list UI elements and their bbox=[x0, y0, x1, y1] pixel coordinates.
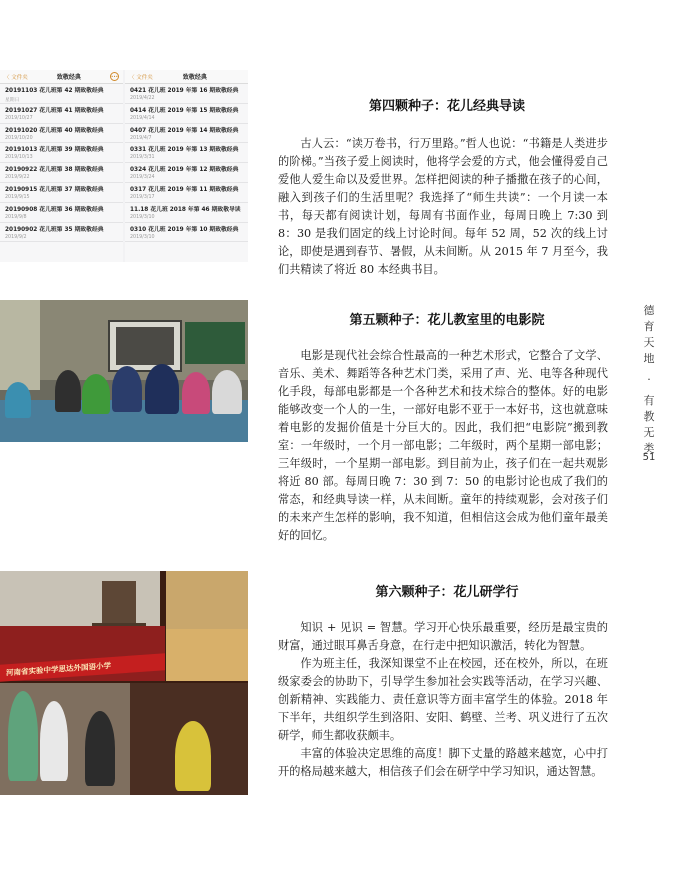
note-title: 20191103 花儿班第 42 期致敬经典 bbox=[5, 88, 104, 94]
note-date: 2019/3/17 bbox=[130, 194, 155, 200]
note-list-item[interactable] bbox=[0, 223, 123, 243]
student bbox=[82, 374, 110, 414]
page-number: 51 bbox=[642, 452, 656, 463]
note-title: 11.18 花儿班 2018 年第 46 期致敬导读 bbox=[130, 206, 241, 213]
student bbox=[8, 691, 38, 781]
trip-photo-right-lower bbox=[166, 629, 248, 681]
more-icon: ••• bbox=[110, 74, 119, 79]
note-title: 0421 花儿班 2019 年第 16 期致敬经典 bbox=[130, 88, 239, 94]
student bbox=[212, 370, 242, 414]
column-label-dot: · bbox=[647, 373, 651, 386]
note-list-item[interactable] bbox=[125, 163, 248, 183]
student bbox=[5, 382, 31, 418]
note-title: 20191020 花儿班第 40 期致敬经典 bbox=[5, 127, 104, 134]
note-date: 2019/3/10 bbox=[130, 234, 155, 240]
student bbox=[175, 721, 211, 791]
note-list-item[interactable] bbox=[125, 124, 248, 144]
section-heading-cinema: 第五颗种子：花儿教室里的电影院 bbox=[349, 313, 545, 328]
phone-screenshot-photo bbox=[0, 70, 248, 262]
note-date: 星期日 bbox=[5, 98, 20, 103]
column-label bbox=[642, 303, 656, 457]
note-date: 2019/10/13 bbox=[5, 155, 33, 161]
note-title: 20191013 花儿班第 39 期致敬经典 bbox=[5, 147, 104, 154]
section-heading-reading: 第四颗种子：花儿经典导读 bbox=[368, 99, 525, 114]
note-title: 20190902 花儿班第 35 期致敬经典 bbox=[5, 226, 104, 233]
section-body-reading bbox=[278, 135, 608, 279]
note-date: 2019/3/10 bbox=[130, 214, 155, 220]
note-list-item[interactable] bbox=[0, 183, 123, 203]
note-list-item[interactable] bbox=[0, 124, 123, 144]
student bbox=[112, 366, 142, 412]
phone-screen-right bbox=[125, 70, 248, 262]
student bbox=[145, 364, 179, 414]
note-date: 2019/9/8 bbox=[5, 214, 27, 220]
note-date: 2019/3/31 bbox=[130, 155, 155, 161]
note-list-item[interactable] bbox=[125, 183, 248, 203]
note-list-item[interactable] bbox=[0, 203, 123, 223]
note-date: 2019/9/2 bbox=[5, 234, 27, 240]
section-body-cinema bbox=[278, 347, 608, 545]
phone-nav-bar bbox=[125, 70, 248, 84]
note-title: 0324 花儿班 2019 年第 12 期致敬经典 bbox=[130, 167, 239, 174]
paragraph: 作为班主任，我深知课堂不止在校园，还在校外，所以，在班级家委会的协助下，引导学生参加社会实践等活动，在学习兴趣、创新精神、实践能力、责任意识等方面丰富学生的体验。2018 年下半年，共组织学生到洛阳、安阳、鹤壁、兰考、巩义进行了五次研学，师生都收获颇丰。 bbox=[278, 657, 608, 742]
note-date: 2019/9/15 bbox=[5, 194, 30, 200]
note-list-item[interactable] bbox=[0, 84, 123, 104]
student bbox=[40, 701, 68, 781]
phone-title: 致敬经典 bbox=[56, 74, 81, 81]
phone-screen-left bbox=[0, 70, 123, 262]
note-list-item[interactable] bbox=[0, 163, 123, 183]
classroom-window bbox=[0, 300, 40, 390]
note-date: 2019/10/27 bbox=[5, 115, 33, 121]
classroom-photo bbox=[0, 300, 248, 442]
note-title: 0407 花儿班 2019 年第 14 期致敬经典 bbox=[130, 127, 239, 134]
note-list-item[interactable] bbox=[125, 84, 248, 104]
blackboard bbox=[185, 322, 245, 364]
note-date: 2019/4/22 bbox=[130, 96, 155, 101]
phone-nav-bar bbox=[0, 70, 123, 84]
note-list-item[interactable] bbox=[125, 104, 248, 124]
phone-title: 致敬经典 bbox=[182, 74, 207, 81]
movie-frame bbox=[116, 327, 174, 365]
column-label-part2: 有教无类 bbox=[643, 394, 655, 455]
note-date: 2019/4/14 bbox=[130, 115, 155, 121]
note-title: 0317 花儿班 2019 年第 11 期致敬经典 bbox=[130, 186, 239, 193]
note-list-item[interactable] bbox=[125, 203, 248, 223]
student bbox=[182, 372, 210, 414]
note-title: 20190922 花儿班第 38 期致敬经典 bbox=[5, 167, 104, 174]
back-link: 〈 文件夹 bbox=[129, 74, 153, 81]
section-heading-study-trip: 第六颗种子：花儿研学行 bbox=[375, 585, 519, 600]
paragraph: 电影是现代社会综合性最高的一种艺术形式，它整合了文学、音乐、美术、舞蹈等各种艺术门类，采用了声、光、电等各种现代化手段，每部电影都是一个各种艺术和技术综合的整体。好的电影能够改变一个人的一生，一部好电影不亚于一本好书，这也就意味着电影的发掘价值是十分巨大的。因此，我们把“电影院”搬到教室：一年级时，一个月一部电影；二年级时，两个星期一部电影；三年级时，一个星期一部电影。到目前为止，孩子们在一起共观影将近 80 部。每周日晚 7：30 到 7：50 的电影讨论也成了我们的常态，和经典导读一样，从未间断。童年的持续观影，会对孩子们的未来产生怎样的影响，我不知道，但相信这会成为他们童年最美好的回忆。 bbox=[278, 349, 608, 542]
paragraph: 古人云：“读万卷书，行万里路。”哲人也说：“书籍是人类进步的阶梯。”当孩子爱上阅读时，他将学会爱的方式，他会懂得爱自己爱他人爱生命以及爱世界。怎样把阅读的种子播撒在孩子的心间，融入到孩子们的生活里呢？我选择了“师生共读”：一个月读一本书，每天都有阅读计划，每周有书面作业，每周日晚上 7:30 到 8：30 是我们固定的线上讨论时间。每年 52 周，52 次的线上讨论，即使是遇到春节、暑假，从未间断。从 2015 年 7 月至今，我们共精读了将近 80 本经典书目。 bbox=[278, 137, 608, 276]
note-date: 2019/4/7 bbox=[130, 135, 152, 141]
note-date: 2019/3/24 bbox=[130, 175, 155, 181]
paragraph: 知识 + 见识 = 智慧。学习开心快乐最重要，经历是最宝贵的财富，通过眼耳鼻舌身意，在行走中把知识激活，转化为智慧。 bbox=[278, 621, 608, 652]
note-list-item[interactable] bbox=[125, 143, 248, 163]
note-title: 0310 花儿班 2019 年第 10 期致敬经典 bbox=[130, 226, 239, 233]
note-list-item[interactable] bbox=[0, 104, 123, 124]
note-list-item[interactable] bbox=[125, 223, 248, 243]
note-list bbox=[125, 84, 248, 242]
note-title: 0331 花儿班 2019 年第 13 期致敬经典 bbox=[130, 147, 239, 154]
school-banner: 河南省实验中学思达外国语小学 bbox=[0, 653, 165, 682]
note-title: 20191027 花儿班第 41 期致敬经典 bbox=[5, 107, 104, 114]
projector-screen bbox=[108, 320, 182, 372]
note-title: 0414 花儿班 2019 年第 15 期致敬经典 bbox=[130, 107, 239, 114]
note-list-item[interactable] bbox=[0, 143, 123, 163]
student bbox=[55, 370, 81, 412]
note-title: 20190915 花儿班第 37 期致敬经典 bbox=[5, 186, 104, 193]
column-label-part1: 德育天地 bbox=[643, 304, 655, 365]
student bbox=[85, 711, 115, 786]
back-link: 〈 文件夹 bbox=[4, 74, 28, 81]
note-list bbox=[0, 84, 123, 242]
study-trip-collage bbox=[0, 571, 248, 795]
section-body-study-trip bbox=[278, 619, 608, 781]
note-date: 2019/10/20 bbox=[5, 135, 33, 141]
note-date: 2019/9/22 bbox=[5, 175, 30, 181]
note-title: 20190908 花儿班第 36 期致敬经典 bbox=[5, 206, 104, 213]
paragraph: 丰富的体验决定思维的高度！脚下丈量的路越来越宽，心中打开的格局越来越大，相信孩子们会在研学中学习知识，通达智慧。 bbox=[278, 747, 608, 778]
